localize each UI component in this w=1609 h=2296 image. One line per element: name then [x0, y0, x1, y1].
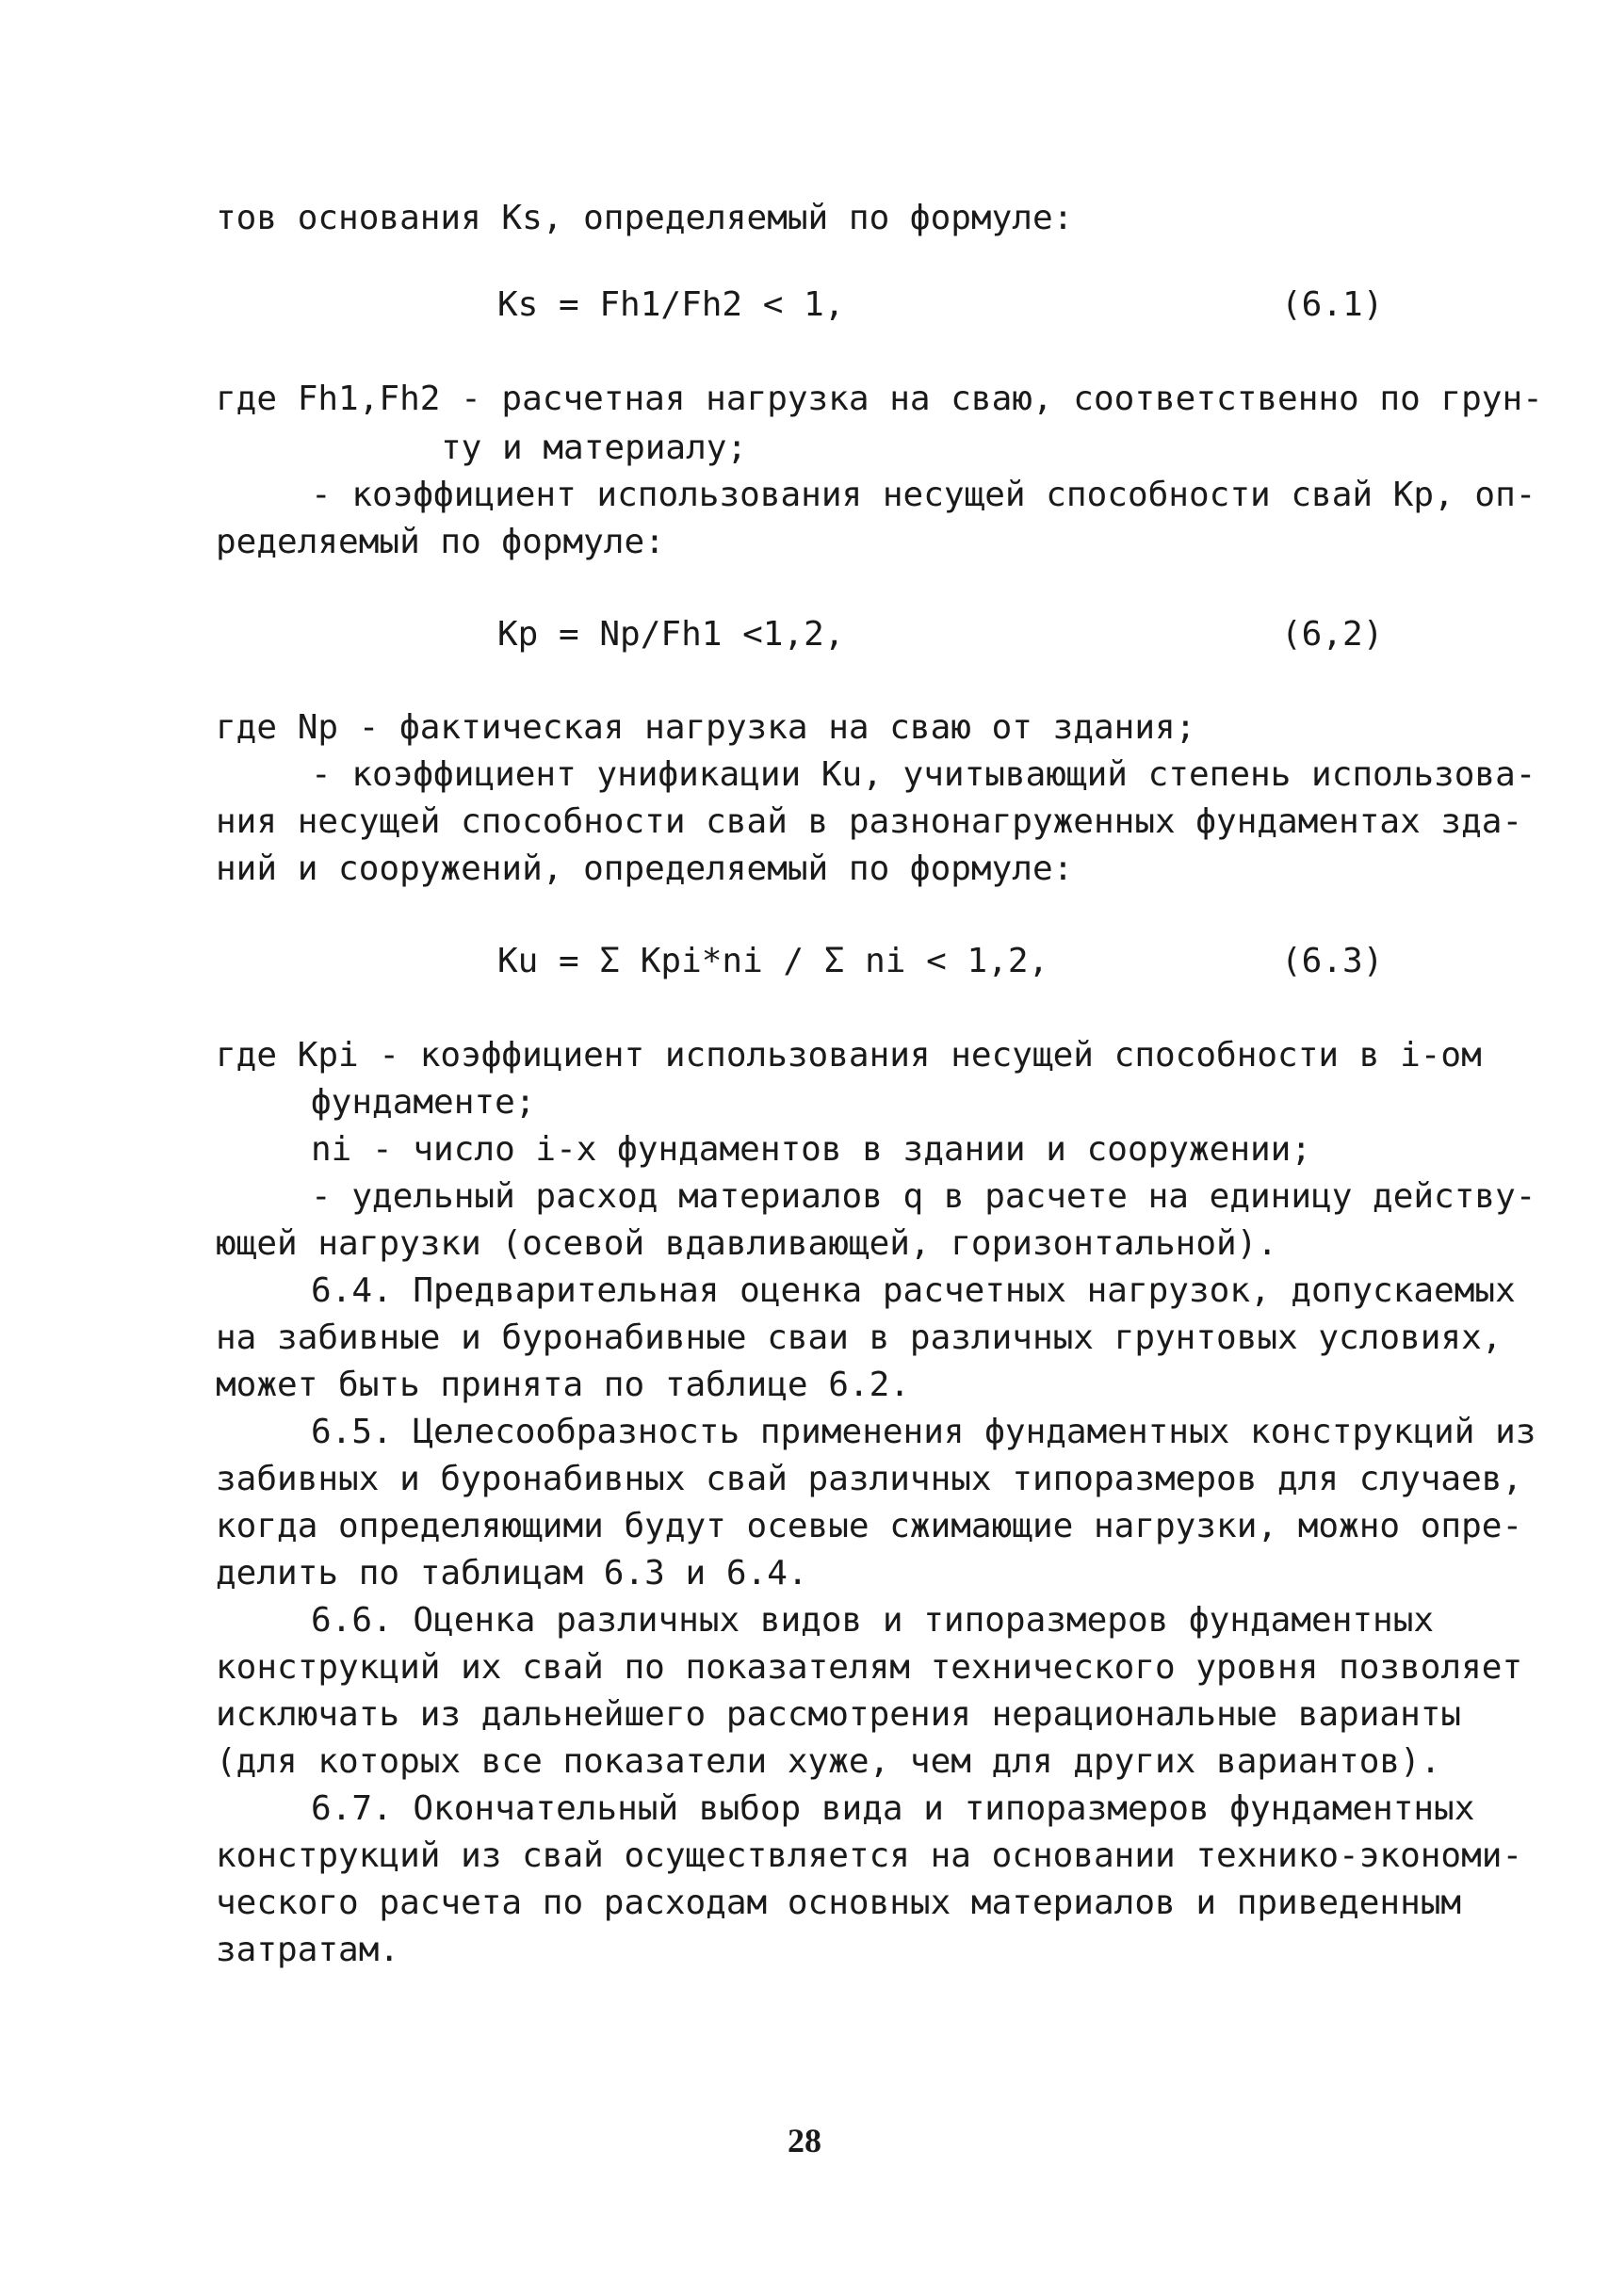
text-line: ющей нагрузки (осевой вдавливающей, горизонтальной).	[216, 1224, 1278, 1263]
equation-number: (6.1)	[1281, 285, 1384, 324]
text-line: забивных и буронабивных свай различных типоразмеров для случаев,	[216, 1460, 1523, 1498]
text-line: ний и сооружений, определяемый по формуле:	[216, 849, 1074, 888]
text-line: делить по таблицам 6.3 и 6.4.	[216, 1554, 808, 1593]
text-line: 6.4. Предварительная оценка расчетных нагрузок, допускаемых	[311, 1271, 1516, 1310]
formula-6-2: Kp = Np/Fh1 <1,2,	[497, 615, 845, 654]
text-line: - коэффициент использования несущей способности свай Kp, оп-	[311, 476, 1536, 514]
text-line: где Np - фактическая нагрузка на сваю от здания;	[216, 708, 1196, 747]
text-line: 6.6. Оценка различных видов и типоразмеров фундаментных	[311, 1601, 1435, 1640]
text-line: 6.5. Целесообразность применения фундаментных конструкций из	[311, 1413, 1536, 1451]
text-line: тов основания Ks, определяемый по формуле:	[216, 199, 1074, 237]
text-line: где Fh1,Fh2 - расчетная нагрузка на сваю, соответственно по грун-	[216, 380, 1543, 418]
text-line: - коэффициент унификации Ku, учитывающий степень использова-	[311, 755, 1536, 794]
equation-number: (6,2)	[1281, 615, 1384, 654]
text-line: конструкций их свай по показателям технического уровня позволяет	[216, 1648, 1523, 1687]
page-number: 28	[788, 2122, 821, 2159]
text-line: где Kpi - коэффициент использования несущей способности в i-ом	[216, 1036, 1482, 1075]
equation-number: (6.3)	[1281, 942, 1384, 980]
text-line: (для которых все показатели хуже, чем для других вариантов).	[216, 1742, 1441, 1781]
text-line: когда определяющими будут осевые сжимающие нагрузки, можно опре-	[216, 1507, 1523, 1545]
text-line: исключать из дальнейшего рассмотрения нерациональные варианты	[216, 1695, 1462, 1734]
text-line: конструкций из свай осуществляется на основании технико-экономи-	[216, 1836, 1523, 1875]
formula-6-1: Ks = Fh1/Fh2 < 1,	[497, 285, 845, 324]
text-line: 6.7. Окончательный выбор вида и типоразмеров фундаментных	[311, 1789, 1475, 1828]
formula-6-3: Ku = Σ Kpi*ni / Σ ni < 1,2,	[497, 942, 1049, 980]
text-line: затратам.	[216, 1931, 400, 1969]
text-line: фундаменте;	[311, 1083, 536, 1122]
text-line: - удельный расход материалов q в расчете на единицу действу-	[311, 1177, 1536, 1216]
text-line: ческого расчета по расходам основных материалов и приведенным	[216, 1884, 1462, 1922]
text-line: может быть принята по таблице 6.2.	[216, 1366, 910, 1404]
text-line: ния несущей способности свай в разнонагруженных фундаментах зда-	[216, 802, 1523, 841]
text-line: ределяемый по формуле:	[216, 523, 665, 561]
text-line: ni - число i-х фундаментов в здании и сооружении;	[311, 1130, 1312, 1169]
text-line: на забивные и буронабивные сваи в различных грунтовых условиях,	[216, 1318, 1503, 1357]
text-line: ту и материалу;	[441, 428, 748, 467]
